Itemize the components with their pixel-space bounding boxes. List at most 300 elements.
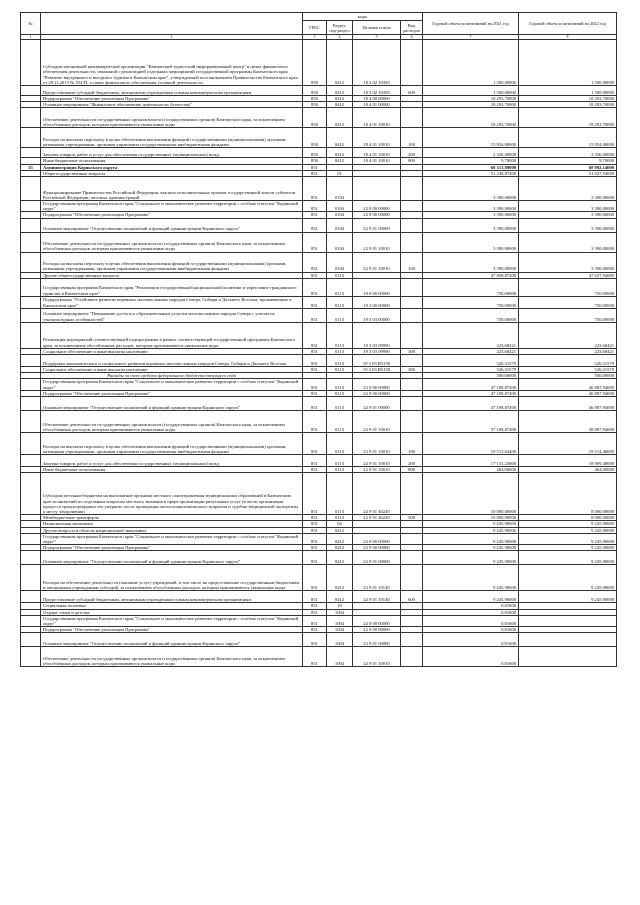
row-amount-2021: 1 500,00000 [423,86,519,96]
row-amount-2022: 9 245,90000 [519,545,617,551]
row-grbs: 850 [303,102,327,108]
row-expense-type: 800 [401,467,423,473]
row-target-article: 22 9 01 00000 [353,551,401,565]
row-amount-2021: 464,00000 [423,467,519,473]
row-razdel: 0412 [327,158,353,164]
row-target-article: 18 3 02 10450 [353,86,401,96]
row-grbs: 851 [303,355,327,367]
row-razdel: 0412 [327,148,353,158]
row-grbs: 851 [303,609,327,615]
row-grbs: 850 [303,86,327,96]
row-target-article: 22 0 00 00000 [353,533,401,544]
index-cell: 5 [353,35,401,40]
row-name: Расходы на выплаты персоналу в целях обеспечения выполнения функций государственными (муниципальными) органами, казенными учреждениями, органами управления государственными внебюджетными фондами [41,433,303,455]
row-number [21,201,41,212]
row-amount-2021: 19 513,64400 [423,433,519,455]
header-2022: Годовой объем ассигнований на 2022 год [519,13,617,35]
row-name: Иные бюджетные ассигнования [41,467,303,473]
row-number [21,397,41,411]
row-name: Субсидии автономной некоммерческой организации "Камчатский туристский информационный центр" в целях финансового обеспечения деятельности, связанной с реализацией отдельных мероприятий государственной программы Камчатского края "Развитие внутреннего и въездного туризма в Камчатском крае", утвержденной постановлением Правительства Камчатского края от 29.11.2013 № 554-П, а также финансового обеспечения уставной деятельности [41,40,303,86]
row-target-article: 18 3 02 10450 [353,40,401,86]
row-amount-2021: 18 293,70000 [423,96,519,102]
row-target-article: 22 9 01 10140 [353,565,401,591]
header-2021: Годовой объем ассигнований на 2021 год [423,13,519,35]
header-vr: Вид расходов [401,21,423,35]
row-grbs: 851 [303,627,327,633]
row-amount-2021: 0,81600 [423,603,519,609]
row-number [21,148,41,158]
row-number [21,322,41,348]
row-amount-2021: 47 108,87400 [423,379,519,390]
row-expense-type [401,308,423,322]
row-expense-type [401,647,423,667]
row-amount-2021: 3 390,00000 [423,232,519,252]
row-grbs: 851 [303,322,327,348]
row-target-article: 22 9 01 10140 [353,591,401,603]
document-page [20,12,616,667]
row-amount-2022: 750,00000 [519,296,617,308]
row-name: Иные бюджетные ассигнования [41,158,303,164]
row-target-article: 19 3 03 00000 [353,308,401,322]
row-expense-type [401,177,423,201]
row-expense-type [401,201,423,212]
row-amount-2021: 9 245,90000 [423,565,519,591]
row-amount-2021: 750,00000 [423,278,519,296]
row-amount-2022: 51 027,94000 [519,170,617,176]
row-number [21,551,41,565]
row-amount-2022: 3 390,00000 [519,252,617,272]
row-grbs: 851 [303,390,327,396]
row-grbs: 850 [303,128,327,148]
row-amount-2021: 223,68421 [423,322,519,348]
row-razdel: 1004 [327,615,353,626]
row-number [21,647,41,667]
row-name: Основное мероприятие "Осуществление полномочий и функций администрации Корякского округа" [41,633,303,647]
row-amount-2022: 526,31579 [519,355,617,367]
row-amount-2021: 47 108,87400 [423,397,519,411]
row-grbs: 851 [303,565,327,591]
row-name: Национальная экономика [41,521,303,527]
row-grbs: 851 [303,533,327,544]
row-razdel: 0104 [327,212,353,218]
row-amount-2022: 46 887,94000 [519,390,617,396]
row-amount-2021: 500,00000 [423,373,519,379]
table-row [21,177,617,201]
row-razdel: 0412 [327,527,353,533]
row-amount-2021: 9 245,90000 [423,527,519,533]
row-grbs: 851 [303,527,327,533]
row-razdel: 1004 [327,633,353,647]
table-row [21,647,617,667]
header-csr: Целевая статья [353,21,401,35]
row-number [21,40,41,86]
row-target-article: 19 3 00 00000 [353,296,401,308]
row-amount-2022: 9 245,90000 [519,521,617,527]
row-amount-2021: 0,81600 [423,615,519,626]
row-amount-2022: 1 500,00000 [519,86,617,96]
table-row [21,296,617,308]
row-name: Обеспечение деятельности государственных органов власти (государственных органов) Камчатского края, за исключением обособленных расходов, которым присваиваются уникальные коды [41,647,303,667]
row-amount-2022: 2 330,00000 [519,148,617,158]
row-grbs: 851 [303,591,327,603]
index-cell: 7 [423,35,519,40]
row-amount-2022: 15 954,00000 [519,128,617,148]
table-row [21,397,617,411]
row-grbs: 851 [303,177,327,201]
row-amount-2021: 37 108,87400 [423,411,519,433]
row-number [21,177,41,201]
row-amount-2022: 47 637,94000 [519,272,617,278]
row-grbs: 851 [303,411,327,433]
row-expense-type: 600 [401,86,423,96]
row-amount-2022: 46 887,94000 [519,379,617,390]
row-grbs: 850 [303,158,327,164]
row-target-article: 22 9 01 00000 [353,397,401,411]
row-grbs: 851 [303,296,327,308]
table-body [21,40,617,667]
row-number [21,615,41,626]
row-target-article: 18 4 00 00000 [353,96,401,102]
row-expense-type [401,108,423,128]
row-amount-2021: 9 245,90000 [423,521,519,527]
row-grbs: 851 [303,467,327,473]
row-name: Обеспечение деятельности государственных органов власти (государственных органов) Камчатского края, за исключением обособленных расходов, которым присваиваются уникальные коды [41,232,303,252]
row-grbs: 851 [303,348,327,354]
row-amount-2022: 19 514,46000 [519,433,617,455]
row-razdel: 04 [327,521,353,527]
row-expense-type [401,232,423,252]
row-grbs: 851 [303,615,327,626]
row-name: Основное мероприятие "Осуществление полномочий и функций администрации Корякского округа" [41,551,303,565]
row-number [21,128,41,148]
row-amount-2022: 18 293,70000 [519,108,617,128]
row-amount-2021: 223,68421 [423,348,519,354]
row-amount-2021: 9 245,90000 [423,551,519,565]
table-row [21,615,617,626]
row-razdel: 0113 [327,473,353,515]
row-amount-2022: 38 887,94000 [519,411,617,433]
row-name: Государственная программа Камчатского края "Социальное и экономическое развитие территории с особым статусом "Корякский округ" [41,379,303,390]
row-number: 35 [21,164,41,170]
table-row [21,473,617,515]
row-name: Основное мероприятие "Осуществление полномочий и функций администрации Корякского округа" [41,397,303,411]
row-target-article: 22 9 00 00000 [353,390,401,396]
row-amount-2022: 18 293,70000 [519,96,617,102]
index-cell: 3 [303,35,327,40]
row-target-article: 19 3 03 09990 [353,322,401,348]
row-grbs: 851 [303,252,327,272]
row-razdel: 0104 [327,232,353,252]
row-target-article [353,177,401,201]
row-name: Подпрограмма "Обеспечение реализации Программы" [41,627,303,633]
row-target-article: 22 9 01 00000 [353,633,401,647]
index-cell: 8 [519,35,617,40]
row-name: Подпрограмма "Устойчивое развитие коренных малочисленных народов Севера, Сибири и Дальнего Востока, проживающих в Камчатском крае" [41,296,303,308]
row-number [21,86,41,96]
row-name: Расходы на выплаты персоналу в целях обеспечения выполнения функций государственными (муниципальными) органами, казенными учреждениями, органами управления государственными внебюджетными фондами [41,128,303,148]
row-grbs: 850 [303,40,327,86]
row-expense-type [401,379,423,390]
row-number [21,565,41,591]
row-amount-2022: 9,70000 [519,158,617,164]
row-number [21,232,41,252]
row-expense-type [401,633,423,647]
row-target-article: 22 0 00 00000 [353,201,401,212]
row-amount-2021: 10 000,00000 [423,515,519,521]
row-amount-2022: 464,00000 [519,467,617,473]
row-amount-2022: 1 500,00000 [519,40,617,86]
table-row [21,201,617,212]
row-name: Другие вопросы в области национальной экономики [41,527,303,533]
table-row [21,433,617,455]
row-grbs: 850 [303,148,327,158]
row-amount-2021: 3 390,00000 [423,218,519,232]
row-razdel: 1004 [327,647,353,667]
row-target-article: 22 9 01 10010 [353,647,401,667]
row-name: Администрация Корякского округа [41,164,303,170]
row-razdel: 0412 [327,565,353,591]
row-name: Обеспечение деятельности государственных органов власти (государственных органов) Камчатского края, за исключением обособленных расходов, которым присваиваются уникальные коды [41,411,303,433]
row-amount-2021: 526,31579 [423,367,519,373]
row-name: Расходы за счет средств федерального бюджета текущего года [41,373,303,379]
row-grbs: 851 [303,551,327,565]
table-row [21,108,617,128]
row-amount-2021: 750,00000 [423,296,519,308]
row-razdel: 0104 [327,218,353,232]
row-amount-2021: 18 293,70000 [423,108,519,128]
row-razdel: 0412 [327,96,353,102]
row-amount-2021: 0,81600 [423,633,519,647]
row-amount-2021: 3 390,00000 [423,177,519,201]
row-target-article: 22 9 01 10010 [353,433,401,455]
row-name: Предоставление субсидий бюджетным, автономным учреждениям и иным некоммерческим организациям [41,591,303,603]
row-razdel: 0113 [327,379,353,390]
header-num: № [21,13,41,35]
row-amount-2021: 0,81600 [423,627,519,633]
row-target-article: 18 4 01 10010 [353,128,401,148]
row-amount-2021: 3 390,00000 [423,212,519,218]
table-row [21,128,617,148]
row-expense-type [401,397,423,411]
row-target-article: 18 4 01 00000 [353,102,401,108]
row-expense-type [401,411,423,433]
table-row [21,308,617,322]
row-amount-2021: 3 390,00000 [423,201,519,212]
row-razdel: 0412 [327,545,353,551]
row-amount-2021: 17 131,23000 [423,455,519,467]
row-amount-2022: 9 245,90000 [519,591,617,603]
row-amount-2022: 8 000,00000 [519,473,617,515]
row-grbs: 851 [303,603,327,609]
row-grbs: 851 [303,308,327,322]
table-row [21,411,617,433]
row-grbs: 851 [303,647,327,667]
row-name: Социальное обеспечение и иные выплаты населению [41,348,303,354]
row-number [21,355,41,367]
row-razdel: 0113 [327,348,353,354]
row-name: Обеспечение деятельности государственных органов власти (государственных органов) Камчатского края, за исключением обособленных расходов, которым присваиваются уникальные коды [41,108,303,128]
row-razdel: 0104 [327,252,353,272]
row-name: Подпрограмма "Обеспечение реализации Программы" [41,96,303,102]
table-row [21,533,617,544]
header-name [41,13,303,35]
row-amount-2022: 9 245,90000 [519,533,617,544]
row-expense-type [401,322,423,348]
row-razdel: 0412 [327,108,353,128]
row-razdel: 0113 [327,367,353,373]
row-expense-type [401,218,423,232]
row-grbs: 851 [303,455,327,467]
row-number [21,411,41,433]
row-amount-2021: 1 500,00000 [423,40,519,86]
row-grbs: 850 [303,96,327,102]
row-expense-type: 300 [401,348,423,354]
row-razdel: 0113 [327,515,353,521]
table-row [21,591,617,603]
row-target-article: 19 3 03 R5150 [353,355,401,367]
row-amount-2022: 9 245,90000 [519,565,617,591]
row-name: Государственная программа Камчатского края "Социальное и экономическое развитие территории с особым статусом "Корякский округ" [41,201,303,212]
row-number [21,633,41,647]
table-row [21,565,617,591]
row-name: Основное мероприятие "Повышение доступа к образовательным услугам малочисленных народов Севера с учетом их этнокультурных особенностей" [41,308,303,322]
row-amount-2021: 3 390,00000 [423,252,519,272]
row-target-article: 19 0 00 00000 [353,278,401,296]
index-cell: 2 [41,35,303,40]
row-amount-2022: 526,31579 [519,367,617,373]
row-number [21,308,41,322]
row-target-article: 22 9 01 10010 [353,455,401,467]
row-name: Государственная программа Камчатского края "Социальное и экономическое развитие территории с особым статусом "Корякский округ" [41,615,303,626]
row-number [21,473,41,515]
row-target-article: 22 0 00 00000 [353,615,401,626]
row-number [21,252,41,272]
row-grbs: 851 [303,201,327,212]
row-razdel: 1004 [327,609,353,615]
row-amount-2022: 18 909,48000 [519,455,617,467]
table-row [21,148,617,158]
row-expense-type: 100 [401,433,423,455]
row-amount-2021: 18 293,70000 [423,102,519,108]
row-amount-2022: 3 390,00000 [519,218,617,232]
row-amount-2022 [519,647,617,667]
row-razdel: 0412 [327,533,353,544]
row-number [21,379,41,390]
row-amount-2022: 223,68421 [519,322,617,348]
row-grbs: 851 [303,278,327,296]
row-amount-2021: 0,81600 [423,647,519,667]
row-amount-2021: 10 000,00000 [423,473,519,515]
table-header [21,13,617,40]
row-amount-2021: 9,70000 [423,158,519,164]
row-name: Государственная программа Камчатского края "Социальное и экономическое развитие территории с особым статусом "Корякский округ" [41,533,303,544]
row-amount-2022: 8 000,00000 [519,515,617,521]
row-expense-type [401,615,423,626]
table-row [21,551,617,565]
row-grbs: 851 [303,170,327,176]
table-row [21,40,617,86]
row-amount-2022: 9 245,90000 [519,527,617,533]
row-name: Закупка товаров, работ и услуг для обеспечения государственных (муниципальных) нужд [41,455,303,467]
row-target-article: 22 9 01 40220 [353,473,401,515]
row-target-article: 22 9 00 00000 [353,212,401,218]
row-name: Охрана семьи и детства [41,609,303,615]
row-number [21,591,41,603]
row-target-article: 18 4 01 10010 [353,148,401,158]
row-grbs: 851 [303,633,327,647]
row-amount-2021: 9 245,90000 [423,591,519,603]
row-amount-2021: 47 108,87400 [423,390,519,396]
row-amount-2022: 3 390,00000 [519,201,617,212]
row-grbs: 850 [303,108,327,128]
row-name: Государственная программа Камчатского края "Реализация государственной национальной политики и укрепление гражданского единства в Камчатском крае" [41,278,303,296]
row-expense-type [401,278,423,296]
row-razdel: 0113 [327,322,353,348]
row-grbs: 851 [303,232,327,252]
row-amount-2022: 750,00000 [519,278,617,296]
table-row [21,86,617,96]
row-razdel: 0412 [327,86,353,96]
row-amount-2022: 3 390,00000 [519,177,617,201]
index-cell: 4 [327,35,353,40]
row-name: Расходы на выплаты персоналу в целях обеспечения выполнения функций государственными (муниципальными) органами, казенными учреждениями, органами управления государственными внебюджетными фондами [41,252,303,272]
row-target-article: 19 3 03 R5150 [353,367,401,373]
row-amount-2022: 750,00000 [519,308,617,322]
row-grbs: 851 [303,379,327,390]
row-razdel: 0104 [327,201,353,212]
row-amount-2021: 2 330,00000 [423,148,519,158]
row-number [21,455,41,467]
row-razdel: 01 [327,170,353,176]
row-razdel: 0113 [327,272,353,278]
row-name: Социальная политика [41,603,303,609]
row-target-article: 22 9 01 10010 [353,467,401,473]
row-amount-2021: 0,81600 [423,609,519,615]
row-amount-2021: 15 954,00000 [423,128,519,148]
row-amount-2021: 526,31579 [423,355,519,367]
row-name: Расходы на обеспечение деятельности (оказание услуг) учреждений, в том числе на предоставление государственным бюджетным и автономным учреждениям субсидий, за исключением обособленных расходов, которым присваиваются уникальные коды [41,565,303,591]
row-amount-2022: 9 245,90000 [519,551,617,565]
row-razdel: 0113 [327,390,353,396]
row-razdel: 0412 [327,551,353,565]
row-number [21,278,41,296]
row-razdel: 0412 [327,128,353,148]
row-amount-2022: 18 293,70000 [519,102,617,108]
row-name: Предоставление субсидий бюджетным, автономным учреждениям и иным некоммерческим организациям [41,86,303,96]
table-row [21,379,617,390]
row-name: Межбюджетные трансферты [41,515,303,521]
row-amount-2022 [519,615,617,626]
row-razdel: 0113 [327,467,353,473]
row-name: Основное мероприятие "Осуществление полномочий и функций администрации Корякского округа" [41,218,303,232]
row-razdel: 10 [327,603,353,609]
row-amount-2021: 68 313,89000 [423,164,519,170]
row-expense-type: 800 [401,158,423,164]
row-razdel: 0113 [327,411,353,433]
row-grbs: 851 [303,272,327,278]
row-grbs: 851 [303,515,327,521]
row-razdel: 0412 [327,102,353,108]
budget-table [20,12,617,667]
index-cell: 6 [401,35,423,40]
row-grbs: 851 [303,521,327,527]
row-expense-type: 100 [401,252,423,272]
row-number [21,433,41,455]
row-name: Субсидии местным бюджетам на выполнение органами местного самоуправления муниципальных образований в Камчатском крае полномочий по отдельным вопросам местного значения в сфере организации ритуальных услуг (в части организации процесса транспортировки тел умерших после проведения патологоанатомического вскрытия и судебно-медицинской экспертизы к месту захоронения) [41,473,303,515]
row-razdel: 0113 [327,455,353,467]
row-number [21,218,41,232]
row-name: Социальное обеспечение и иные выплаты населению [41,367,303,373]
